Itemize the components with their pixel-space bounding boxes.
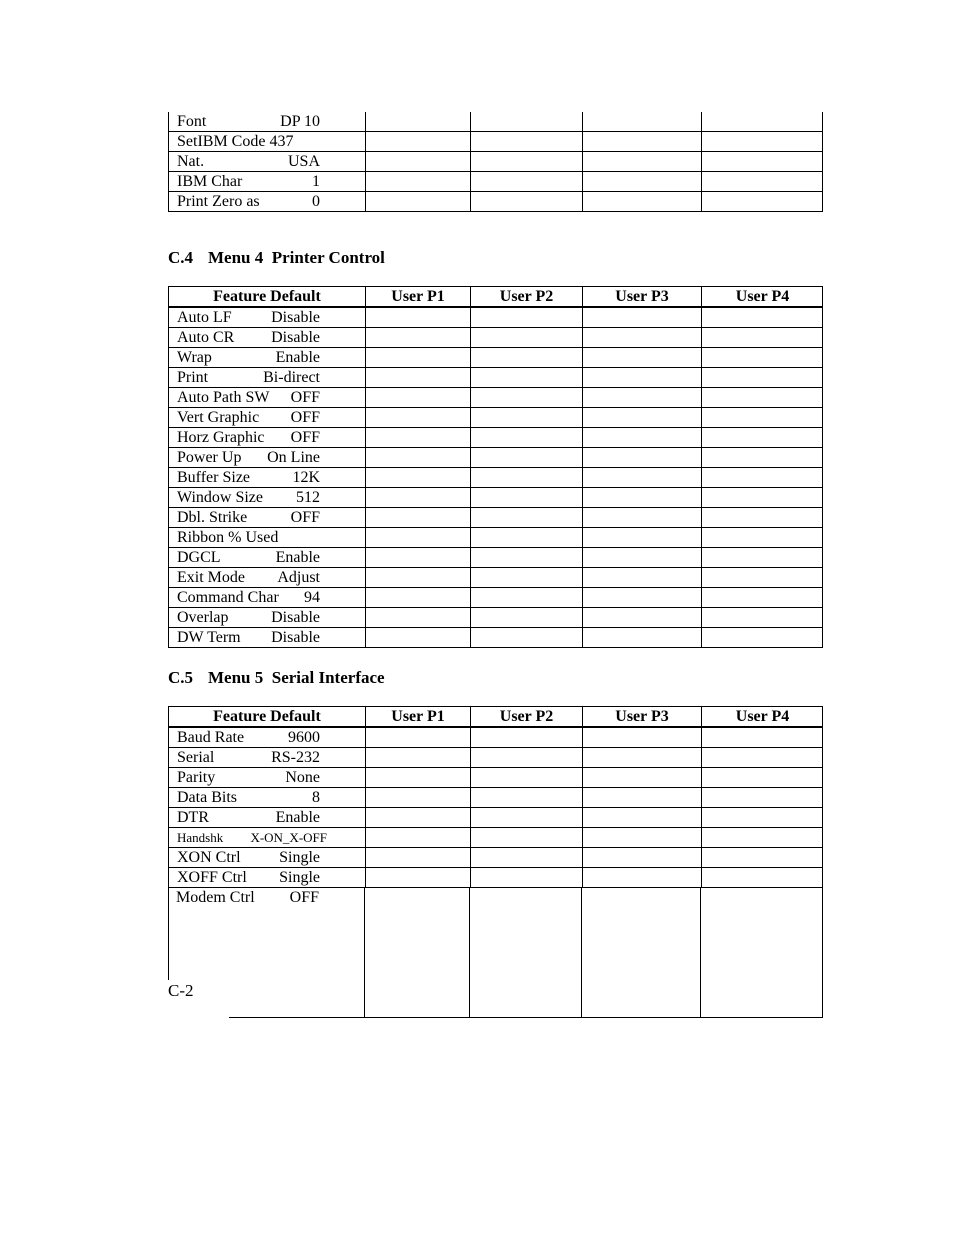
column-header: Feature Default — [213, 288, 321, 305]
column-header: Feature Default — [213, 708, 321, 725]
feature-name: Window Size — [177, 489, 264, 506]
column-header: User P1 — [391, 708, 445, 725]
table-row — [168, 132, 823, 152]
feature-name: Handshk — [177, 830, 224, 845]
feature-name: Vert Graphic — [177, 409, 260, 426]
feature-name: Parity — [177, 769, 216, 786]
section-number: C.4 — [168, 248, 194, 267]
table-row — [168, 152, 823, 172]
feature-name: XOFF Ctrl — [177, 869, 247, 886]
table-row — [168, 868, 823, 888]
table-row — [168, 808, 823, 828]
table-row — [168, 728, 823, 748]
continued-settings-table — [168, 112, 823, 212]
feature-name: SetIBM Code 437 — [177, 133, 294, 150]
table-row — [168, 192, 823, 212]
feature-name: Overlap — [177, 609, 229, 626]
feature-default: OFF — [290, 429, 320, 446]
feature-default: Disable — [271, 309, 320, 326]
printer-control-table — [168, 286, 823, 648]
table-row — [168, 608, 823, 628]
feature-name: Font — [177, 113, 207, 130]
feature-default: RS-232 — [271, 749, 320, 766]
table-row — [168, 528, 823, 548]
feature-default: Disable — [271, 609, 320, 626]
serial-interface-table — [168, 706, 823, 1018]
feature-default: None — [285, 769, 320, 786]
feature-default: 1 — [312, 173, 320, 190]
feature-default: Single — [279, 849, 320, 866]
table-header-row — [168, 286, 823, 308]
table-row — [168, 448, 823, 468]
feature-name: Nat. — [177, 153, 205, 170]
feature-name: Buffer Size — [177, 469, 251, 486]
feature-default: DP 10 — [280, 113, 320, 130]
feature-name: DGCL — [177, 549, 221, 566]
feature-default: 94 — [304, 589, 320, 606]
section-title: Menu 4 Printer Control — [208, 248, 385, 267]
column-header: User P2 — [499, 708, 554, 725]
feature-name: DW Term — [177, 629, 241, 646]
table-row — [168, 328, 823, 348]
column-header: User P4 — [735, 708, 790, 725]
table-row — [168, 548, 823, 568]
feature-default: Disable — [271, 629, 320, 646]
section-number: C.5 — [168, 668, 194, 687]
section-heading-c4 — [168, 248, 385, 268]
feature-name: Auto Path SW — [177, 389, 270, 406]
feature-default: OFF — [290, 409, 320, 426]
column-header: User P1 — [391, 288, 445, 305]
table-row — [168, 888, 823, 1018]
feature-default: On Line — [267, 449, 320, 466]
table-row — [168, 428, 823, 448]
feature-name: Wrap — [177, 349, 212, 366]
table-header-row — [168, 706, 823, 728]
section-title: Menu 5 Serial Interface — [208, 668, 385, 687]
table-row — [168, 568, 823, 588]
feature-name: Exit Mode — [177, 569, 245, 586]
feature-default: Enable — [275, 809, 320, 826]
feature-name: Auto CR — [177, 329, 235, 346]
table-row — [168, 112, 823, 132]
feature-name: Auto LF — [177, 309, 232, 326]
feature-default: OFF — [290, 509, 320, 526]
feature-default: Disable — [271, 329, 320, 346]
feature-name: XON Ctrl — [177, 849, 241, 866]
table-row — [168, 768, 823, 788]
feature-default: Single — [279, 869, 320, 886]
table-row — [168, 308, 823, 328]
table-row — [168, 588, 823, 608]
feature-default: OFF — [290, 389, 320, 406]
feature-name: Baud Rate — [177, 729, 245, 746]
feature-default: OFF — [289, 889, 319, 906]
feature-name: Modem Ctrl — [176, 889, 255, 906]
feature-default: Adjust — [277, 569, 320, 586]
feature-name: Data Bits — [177, 789, 237, 806]
feature-name: Serial — [177, 749, 215, 766]
feature-name: Horz Graphic — [177, 429, 265, 446]
feature-default: 512 — [296, 489, 320, 506]
table-row — [168, 388, 823, 408]
feature-name: Dbl. Strike — [177, 509, 248, 526]
table-row — [168, 828, 823, 848]
page-number: C-2 — [168, 981, 194, 1000]
table-row — [168, 748, 823, 768]
feature-default: 9600 — [288, 729, 320, 746]
table-row — [168, 368, 823, 388]
feature-name: DTR — [177, 809, 209, 826]
feature-default: 0 — [312, 193, 320, 210]
feature-default: Bi-direct — [263, 369, 320, 386]
feature-default: 8 — [312, 789, 320, 806]
table-row — [168, 468, 823, 488]
feature-name: Print — [177, 369, 209, 386]
column-header: User P4 — [735, 288, 790, 305]
feature-default: Enable — [275, 349, 320, 366]
feature-default: Enable — [275, 549, 320, 566]
feature-name: Command Char — [177, 589, 279, 606]
table-row — [168, 508, 823, 528]
column-header: User P3 — [615, 708, 669, 725]
table-row — [168, 488, 823, 508]
feature-default: X-ON_X-OFF — [250, 830, 327, 845]
table-row — [168, 628, 823, 648]
section-heading-c5 — [168, 668, 385, 688]
table-row — [168, 848, 823, 868]
feature-name: Ribbon % Used — [177, 529, 279, 546]
feature-default: 12K — [292, 469, 320, 486]
table-row — [168, 788, 823, 808]
column-header: User P3 — [615, 288, 669, 305]
feature-name: Power Up — [177, 449, 242, 466]
feature-name: IBM Char — [177, 173, 243, 190]
feature-name: Print Zero as — [177, 193, 260, 210]
table-row — [168, 172, 823, 192]
table-row — [168, 408, 823, 428]
feature-default: USA — [287, 153, 320, 170]
column-header: User P2 — [499, 288, 554, 305]
table-row — [168, 348, 823, 368]
